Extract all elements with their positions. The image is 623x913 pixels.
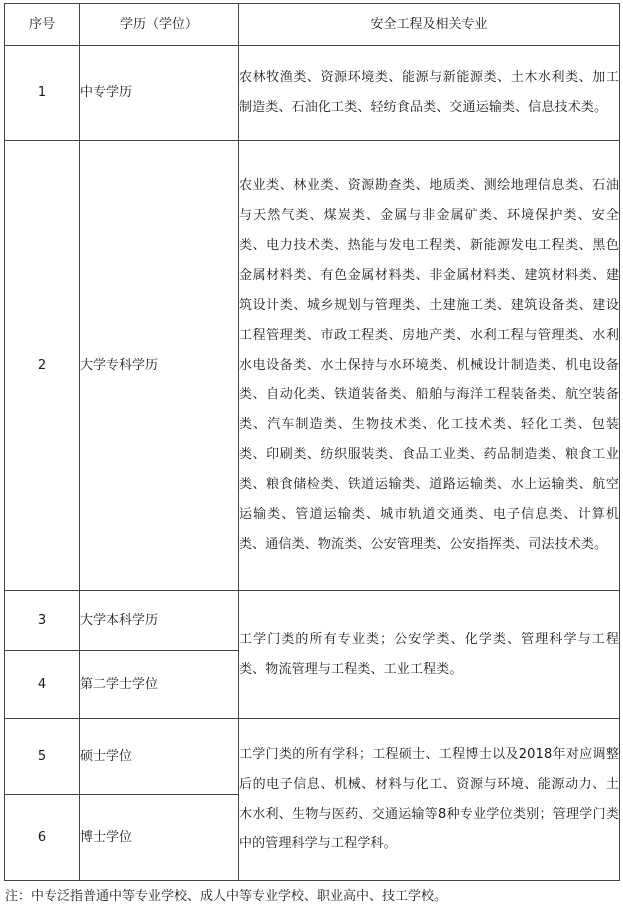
row-no: 1 [5, 46, 80, 141]
row-majors-text: 工学门类的所有学科；工程硕士、工程博士以及2018年对应调整后的电子信息、机械、材料与化工、资源与环境、能源动力、土木水利、生物与医药、交通运输等8种专业学位类别；管理学门类中的管理科学与工程学科。 [239, 746, 619, 852]
row-education: 硕士学位 [80, 719, 239, 795]
row-no: 6 [5, 795, 80, 881]
row-majors-text: 农林牧渔类、资源环境类、能源与新能源类、土木水利类、加工制造类、石油化工类、轻纺食品类、交通运输类、信息技术类。 [239, 70, 619, 115]
row-no: 5 [5, 719, 80, 795]
footnote: 注：中专泛指普通中等专业学校、成人中等专业学校、职业高中、技工学校。 [5, 889, 448, 904]
row-majors-merged [239, 591, 620, 719]
row-majors-merged [239, 719, 620, 881]
table-row [5, 719, 620, 795]
row-education: 大学本科学历 [80, 591, 239, 651]
row-education: 中专学历 [80, 46, 239, 141]
table-row [5, 46, 620, 141]
row-no: 2 [5, 141, 80, 591]
header-majors: 安全工程及相关专业 [239, 4, 620, 46]
row-education: 第二学士学位 [80, 651, 239, 719]
header-education: 学历（学位） [80, 4, 239, 46]
majors-table [4, 3, 620, 881]
table-row [5, 591, 620, 651]
table-header-row [5, 4, 620, 46]
table-row [5, 141, 620, 591]
row-majors-text: 农业类、林业类、资源勘查类、地质类、测绘地理信息类、石油与天然气类、煤炭类、金属与非金属矿类、环境保护类、安全类、电力技术类、热能与发电工程类、新能源发电工程类、黑色金属材料类、有色金属材料类、非金属材料类、建筑材料类、建筑设计类、城乡规划与管理类、土建施工类、建筑设备类、建设工程管理类、市政工程类、房地产类、水利工程与管理类、水利水电设备类、水土保持与水环境类、机械设计制造类、机电设备类、自动化类、铁道装备类、船舶与海洋工程装备类、航空装备类、汽车制造类、生物技术类、化工技术类、轻化工类、包装类、印刷类、纺织服装类、食品工业类、药品制造类、粮食工业类、粮食储检类、铁道运输类、道路运输类、水上运输类、航空运输类、管道运输类、城市轨道交通类、电子信息类、计算机类、通信类、物流类、公安管理类、公安指挥类、司法技术类。 [239, 178, 619, 552]
row-majors-text: 工学门类的所有专业类；公安学类、化学类、管理科学与工程类、物流管理与工程类、工业工程类。 [239, 631, 619, 677]
row-majors [239, 46, 620, 141]
row-majors [239, 141, 620, 591]
header-no: 序号 [5, 4, 80, 46]
row-education: 大学专科学历 [80, 141, 239, 591]
row-no: 4 [5, 651, 80, 719]
row-education: 博士学位 [80, 795, 239, 881]
row-no: 3 [5, 591, 80, 651]
